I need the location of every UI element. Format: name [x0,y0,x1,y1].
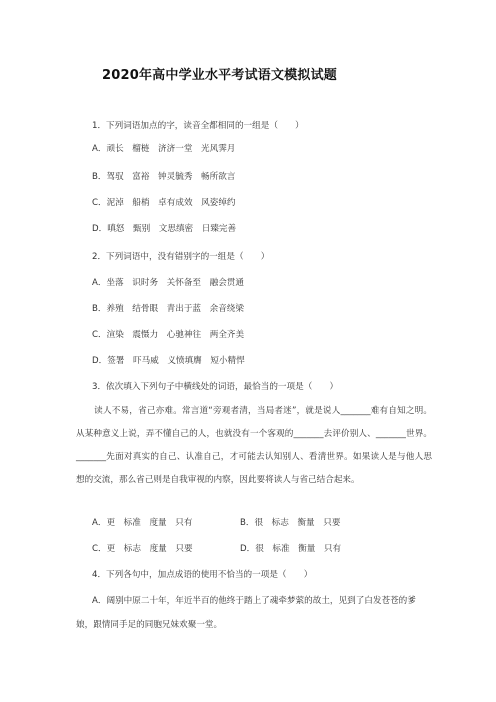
question-1-stem: 1．下列词语加点的字，读音全都相同的一组是（ ） [92,121,304,131]
question-3-passage-text: 读人不易，省己亦难。常言道“旁观者清，当局者迷”，就是说人_______难有自知之明。从某种意义上说，弄不懂自己的人，也就没有一个客观的_______去评价别人、_______世界。_______先面对真实的自己、认准自己，才可能去认知别人、看清世界。如果读人是与他人思想的交流，那么省己则是自我审视的内察，因此要将读人与省己结合起来。 [76,406,432,485]
question-3-option-d: D．很 标准 衡量 只有 [240,544,342,554]
page-title: 2020年高中学业水平考试语文模拟试题 [102,68,337,83]
question-3-passage [76,400,432,492]
question-2-option-d: D．签署 吓马威 义愤填膺 短小精悍 [92,356,245,366]
question-4-option-a-line2: 娘，跟情同手足的同胞兄妹欢聚一堂。 [76,620,223,630]
question-1-option-a: A．顽长 榴梿 济济一堂 光风霁月 [92,144,236,154]
question-4-stem: 4．下列各句中，加点成语的使用不恰当的一项是（ ） [92,570,313,580]
question-2-option-b: B．养殖 结骨眼 青出于蓝 余音绕梁 [92,304,244,314]
question-1-option-d: D．嗔怒 甄别 文思缜密 日臻完善 [92,224,237,234]
question-1-option-c: C．泥淖 船梢 卓有成效 风姿绰约 [92,198,236,208]
question-1-option-b: B．驾驭 富裕 钟灵毓秀 畅所欲言 [92,172,236,182]
question-3-option-b: B．很 标志 衡量 只要 [240,518,341,528]
question-3-stem: 3．依次填入下列句子中横线处的词语，最恰当的一项是（ ） [92,382,339,392]
question-4-option-a-line1: A．阔别中原二十年，年近半百的他终于踏上了魂牵梦萦的故土，见到了白发苍苍的爹 [92,596,416,606]
question-2-option-c: C．渲染 震慑力 心驰神往 两全齐美 [92,330,245,340]
question-3-option-a: A．更 标准 度量 只有 [92,518,193,528]
question-2-option-a: A．坐落 识时务 关怀备至 融会贯通 [92,278,244,288]
question-3-option-c: C．更 标志 度量 只要 [92,544,193,554]
question-2-stem: 2．下列词语中，没有错别字的一组是（ ） [92,252,270,262]
